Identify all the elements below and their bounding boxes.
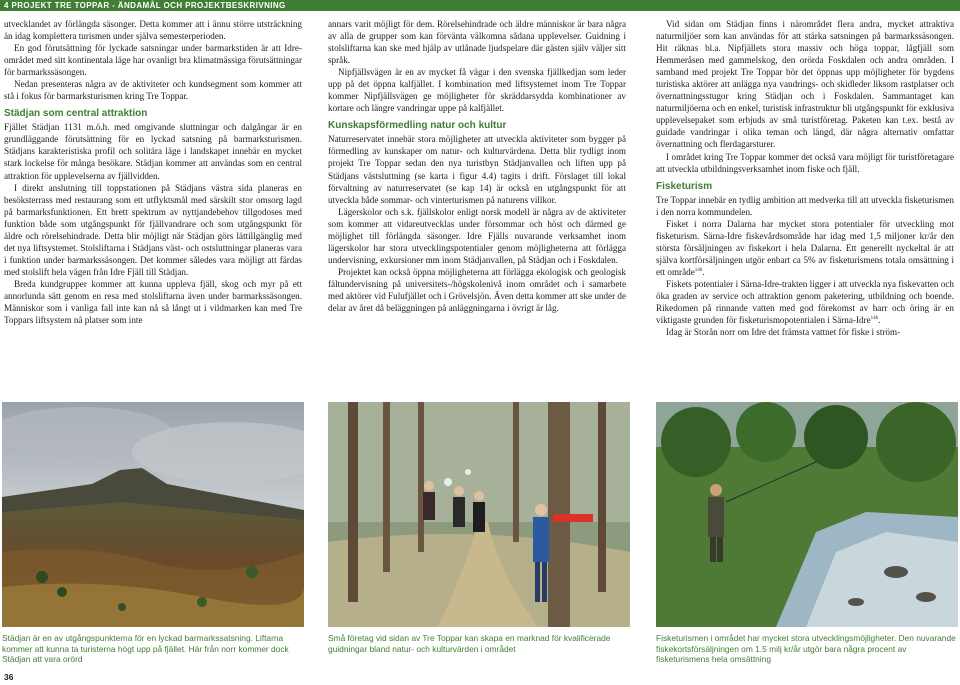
paragraph: Lägerskolor och s.k. fjällskolor enligt norsk modell är några av de aktiviteter som kommer att vidareutvecklas under försommar och höst och därmed ge möjlighet till förlängda säsonger. Idre Fjälls nuvarande verksamhet inom lägerskolor har stora utvecklingspotentialer genom möjligheterna att förlägga undervisning, exkursioner mm inom Städjanvallen, på Städjan och i Foskdalen. bbox=[328, 206, 626, 265]
photo-caption: Små företag vid sidan av Tre Toppar kan skapa en marknad för kvalificerade guidningar bland natur- och kulturvärden i området bbox=[328, 633, 611, 654]
paragraph-text: Fisket i norra Dalarna har mycket stora potentialer för utveckling mot fisketurism. Särna-Idre fiskevårdsområde har idag med 1,5 miljoner kr/år den största försäljningen av fiskekort i hela Dalarna. Ett generellt nyckeltal är att själva kortförsäljningen utgör enbart ca 5% av fisketurismens totala omsättning i ett område bbox=[656, 218, 954, 277]
paragraph: Breda kundgrupper kommer att kunna uppleva fjäll, skog och myr på ett annorlunda sätt genom en resa med stolsliftarna även under barmarkssäsongen. Människor som i vanliga fall inte kan nå så långt ut i vildmarken kan med Tre Toppars liftsystem nå platser som inte bbox=[4, 278, 302, 326]
text-column-3 bbox=[656, 18, 954, 338]
section-heading: Fisketurism bbox=[656, 180, 713, 192]
paragraph: Vid sidan om Städjan finns i närområdet flera andra, mycket attraktiva naturmiljöer som kan användas för att stärka satsningen på barmarkssäsongen. Hit räknas bl.a. Nipfjällets stora massiv och höga toppar, lågfjäll som Hemmeråsen med gammelskog, den orörda Foskdalen och andra områden. I samband med projekt Tre Toppar bör det öppnas upp möjligheter för bygdens turistiska aktörer att anlägga nya vandrings- och skidleder liksom rastplatser och övernattningsstugor kring Städjan och i Foskdalen. Sammantaget kan naturmiljöerna och en enkel, turistisk infrastruktur bli utgångspunkt för exklusiva upplevelsepaket som erbjuds av små turistföretag. Paketen kan t.ex. bestå av guidade vandringar i olika teman och längd, där några alternativ omfattar övernattning och flerdagarsturer. bbox=[656, 19, 954, 150]
photo-stadjan-mountain bbox=[2, 402, 304, 627]
paragraph: Fisket i norra Dalarna har mycket stora potentialer för utveckling mot fisketurism. Särna-Idre fiskevårdsområde har idag med 1,5 miljoner kr/år den största försäljningen av fiskekort i hela Dalarna. Ett generellt nyckeltal är att själva kortförsäljningen utgör enbart ca 5% av fisketurismens totala omsättning i ett område$^{14b}$. bbox=[656, 218, 954, 277]
text-column-1 bbox=[4, 18, 302, 326]
paragraph: Projektet kan också öppna möjligheterna att förlägga ekologisk och geologisk fältundervisning på universitets-/högskolenivå inom området och i samarbete med aktörer vid Fulufjället och i Grövelsjön. Även detta kommer att ske under de delar av året då beläggningen på anläggningarna i övrigt är låg. bbox=[328, 266, 627, 314]
paragraph: En god förutsättning för lyckade satsningar under barmarkstiden är att Idre-området med sitt kontinentala läge har ovanligt bra klimatmässiga förutsättningar för barmarkssäsongen. bbox=[4, 43, 302, 78]
page-number: 36 bbox=[4, 672, 14, 682]
page-header-title: 4 PROJEKT TRE TOPPAR - ÄNDAMÅL OCH PROJEKTBESKRIVNING bbox=[4, 1, 286, 10]
paragraph: annars varit möjligt för dem. Rörelsehindrade och äldre människor är bara några av alla de grupper som kan förvänta välkomna sådana upplevelser. Guidning i stolsliftarna kan ske med hjälp av utlånade ljudspelare där gästen själv väljer sitt språk. bbox=[328, 19, 626, 66]
text-column-2 bbox=[328, 18, 626, 314]
paragraph: Tre Toppar innebär en tydlig ambition att medverka till att utveckla fisketurismen i den norra kommundelen. bbox=[656, 194, 954, 217]
section-heading: Kunskapsförmedling natur och kultur bbox=[328, 120, 507, 132]
paragraph: Idag är Storån norr om Idre det främsta vattnet för fiske i ström- bbox=[666, 327, 901, 338]
paragraph: Fjället Städjan 1131 m.ö.h. med omgivande sluttningar och dalgångar är en grundläggande förutsättning för en lyckad satsning på barmarksturismen. Städjans karakteristiska profil och solitära läge i landskapet innebär en mycket stark lockelse för många besökare. Städjan kommer att användas som en central attraktion för upplevelserna av fjällvidden. bbox=[4, 122, 302, 181]
paragraph: Naturreservatet innebär stora möjligheter att utveckla aktiviteter som bygger på förmedling av kunskaper om natur- och kulturvärdena. Detta blir tydligt inom projekt Tre Toppar sedan den nya turistbyn Städjanvallen och liften upp på Städjans västsluttning (se karta i figur 4.4) tagits i drift. Förslaget till lokal förvaltning av naturreservatet (se kap 14) är också en utgångspunkt för att utveckla både sommar- och vinterturismen på naturens villkor. bbox=[328, 134, 626, 205]
footnote-ref: 14b bbox=[694, 267, 703, 273]
photo-hikers-forest bbox=[328, 402, 630, 627]
photo-caption: Städjan är en av utgångspunkterna för en lyckad barmarkssatsning. Liftarna kommer att kunna ta turisterna högt upp på fjället. Här från norr kommer dock Städjan att vara orörd bbox=[2, 633, 289, 665]
footnote-ref: 14b bbox=[870, 316, 879, 322]
paragraph: Nedan presenteras några av de aktiviteter och kundsegment som kommer att stå i fokus för barmarksturismen kring Tre Toppar. bbox=[4, 79, 302, 102]
paragraph: utvecklandet av förlängda säsonger. Detta kommer att i ännu större utsträckning än idag komplettera turismen under själva semesterperioden. bbox=[4, 19, 302, 42]
paragraph: Fiskets potentialer i Särna-Idre-trakten ligger i att utveckla nya fiskevatten och öka graden av service och attraktion genom paketering, utbildning och boende. Rikedomen på rinnande vatten med god förekomst av harr och öring är en viktigaste grunden för fisketurismopotentialen i Särna-Idre$^{14b}$. bbox=[656, 278, 954, 326]
page-header-bar bbox=[0, 0, 960, 11]
paragraph: Nipfjällsvägen är en av mycket få vägar i den svenska fjällkedjan som leder upp på det öppna kalfjället. I kombination med liftsystemet inom Tre Toppar kommer Nipfjällsvägen ge möjligheter för skräddarsydda kombinationer av kortare och längre vandringar uppe på kalfjället. bbox=[328, 67, 626, 114]
photo-caption: Fisketurismen i området har mycket stora utvecklingsmöjligheter. Den nuvarande fiskekortsförsäljningen om 1.5 milj kr/år utgör bara några procent av fisketurismens hela omsättning bbox=[656, 633, 956, 665]
paragraph: I direkt anslutning till toppstationen på Städjans västra sida planeras en besöksterrass med restaurang som ett utflyktsmål med särskilt stor omsorg lagd på barmarksfunktionen. Ett brett spektrum av nyttjandebehov tillgodoses med funktion både som utgångspunkt för fjällvandrare och som utgångspunkt för äldre och rörelsehindrade. Detta blir möjligt när Städjan görs lättillgänglig med det nya liftsystemet. Stolsliftarna i Städjans väst- och ostsluttningar planeras vara i funktion under barmarkssäsongen. Det kommer således vara möjligt att färdas med stolslift hela vägen från Idre Fjäll till Städjan. bbox=[4, 182, 302, 277]
paragraph-text: Fiskets potentialer i Särna-Idre-trakten ligger i att utveckla nya fiskevatten och öka graden av service och attraktion genom paketering, utbildning och boende. Rikedomen på rinnande vatten med god förekomst av harr och öring är en viktigaste grunden för fisketurismopotentialen i Särna-Idre bbox=[656, 278, 954, 326]
photo-fisherman-river bbox=[656, 402, 958, 627]
paragraph: I området kring Tre Toppar kommer det också vara möjligt för turistföretagare att utveckla utbildningsverksamhet inom fiske och fjäll. bbox=[656, 151, 954, 174]
section-heading: Städjan som central attraktion bbox=[4, 108, 148, 120]
